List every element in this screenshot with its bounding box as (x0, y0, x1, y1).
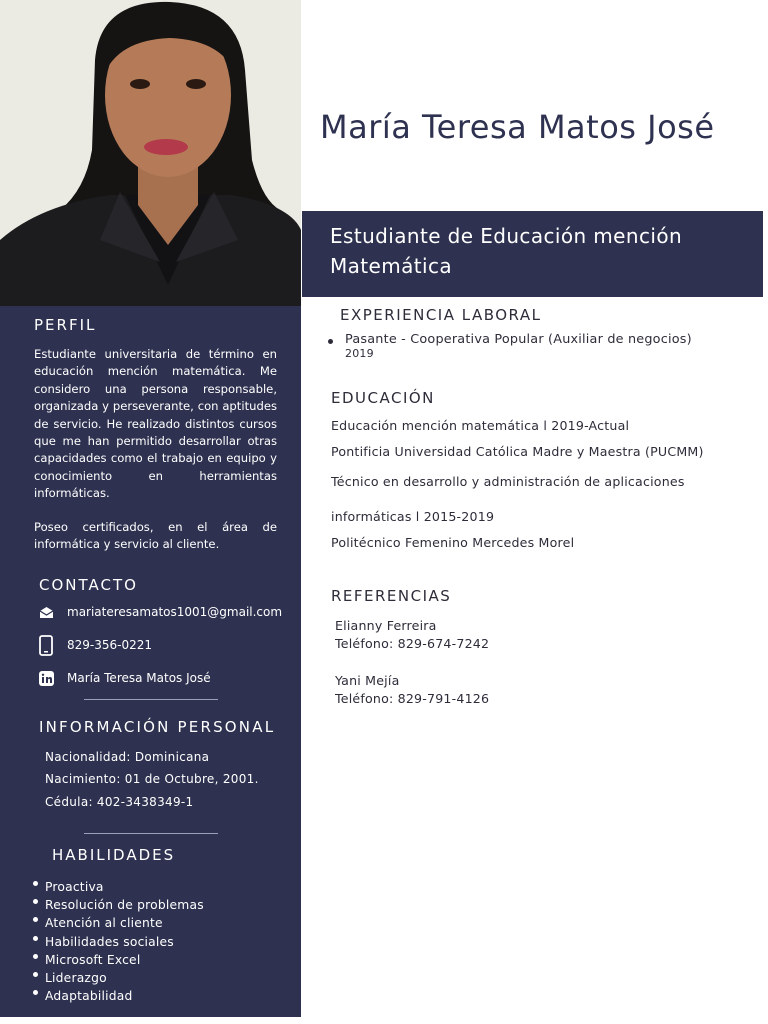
job-title-line: Estudiante de Educación mención (330, 224, 683, 248)
profile-paragraph-certificates: Poseo certificados, en el área de informática y servicio al cliente. (34, 520, 277, 552)
reference-name: Elianny Ferreira (335, 618, 437, 633)
contact-linkedin[interactable]: María Teresa Matos José (67, 671, 211, 685)
linkedin-icon (38, 669, 54, 687)
skill-item: Microsoft Excel (32, 951, 204, 969)
bullet-dot (328, 339, 333, 344)
reference-phone: Teléfono: 829-791-4126 (335, 691, 490, 706)
skill-item: Liderazgo (32, 969, 204, 987)
profile-photo (0, 0, 301, 306)
experience-item: Pasante - Cooperativa Popular (Auxiliar de negocios) (345, 332, 692, 347)
education-line: Pontificia Universidad Católica Madre y Maestra (PUCMM) (331, 444, 704, 459)
personal-info-heading: INFORMACIÓN PERSONAL (39, 718, 276, 736)
skill-item: Resolución de problemas (32, 896, 204, 914)
divider (84, 833, 218, 834)
id-number: Cédula: 402-3438349-1 (45, 795, 194, 809)
contact-phone-row[interactable] (38, 636, 152, 654)
education-heading: EDUCACIÓN (331, 389, 435, 407)
full-name: María Teresa Matos José (320, 108, 715, 146)
skill-item: Proactiva (32, 878, 204, 896)
references-heading: REFERENCIAS (331, 587, 452, 605)
skills-list (32, 878, 204, 1005)
contact-linkedin-row[interactable] (38, 669, 211, 687)
contact-heading: CONTACTO (39, 576, 138, 594)
experience-heading: EXPERIENCIA LABORAL (340, 306, 542, 324)
profile-paragraph: Estudiante universitaria de término en educación mención matemática. Me considero una persona responsable, organizada y perseverante, con aptitudes de servicio. He realizado distintos cursos que me han permitido desarrollar otras capacidades como el trabajo en equipo y conocimiento en herramientas informáticas. (34, 347, 277, 501)
birth-date: Nacimiento: 01 de Octubre, 2001. (45, 772, 259, 786)
skills-heading: HABILIDADES (52, 846, 176, 864)
job-title-line: Matemática (330, 254, 453, 278)
education-line: Educación mención matemática l 2019-Actual (331, 418, 630, 433)
skill-item: Atención al cliente (32, 914, 204, 932)
smartphone-icon (38, 636, 54, 654)
divider (84, 699, 218, 700)
contact-phone[interactable]: 829-356-0221 (67, 638, 153, 652)
education-line: Técnico en desarrollo y administración de aplicaciones (331, 474, 685, 489)
nationality: Nacionalidad: Dominicana (45, 750, 210, 764)
skill-item: Adaptabilidad (32, 987, 204, 1005)
portrait-image (0, 0, 301, 306)
reference-phone: Teléfono: 829-674-7242 (335, 636, 490, 651)
contact-email[interactable]: mariateresamatos1001@gmail.com (67, 605, 283, 619)
contact-email-row[interactable] (38, 603, 282, 621)
job-title (330, 221, 682, 281)
education-line: Politécnico Femenino Mercedes Morel (331, 535, 575, 550)
education-line: informáticas l 2015-2019 (331, 509, 495, 524)
skill-item: Habilidades sociales (32, 933, 204, 951)
reference-name: Yani Mejía (335, 673, 400, 688)
title-band (302, 211, 763, 297)
envelope-icon (38, 603, 54, 621)
profile-heading: PERFIL (34, 316, 97, 334)
experience-year: 2019 (345, 347, 374, 360)
